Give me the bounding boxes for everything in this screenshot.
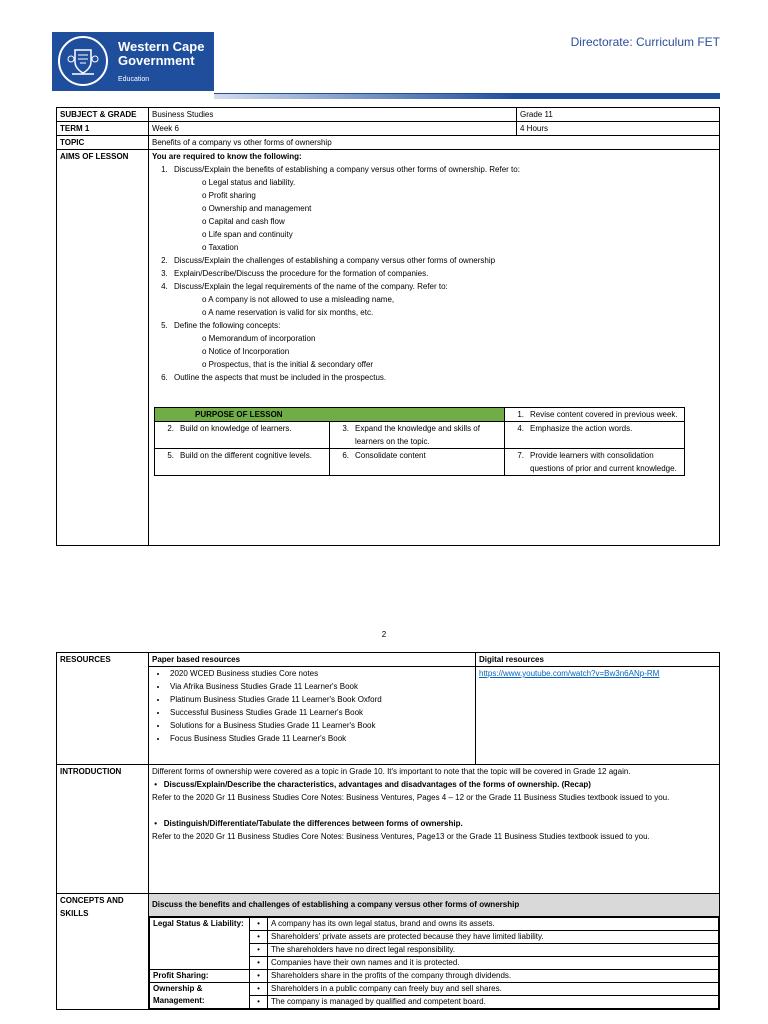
grade-value: Grade 11 [517, 108, 720, 122]
purpose-item [330, 422, 505, 449]
topic-label: TOPIC [57, 136, 149, 150]
purpose-num: 2. [167, 424, 174, 433]
digital-resources-heading: Digital resources [476, 653, 720, 667]
purpose-num: 5. [167, 451, 174, 460]
purpose-item [155, 449, 330, 476]
list-item: • Solutions for a Business Studies Grade 11 Learner's Book [168, 719, 472, 732]
purpose-text: Revise content covered in previous week. [530, 410, 678, 419]
digital-resources-cell [476, 667, 720, 765]
crest-icon [58, 36, 108, 86]
aims-subitem: o Capital and cash flow [198, 215, 716, 228]
intro-paragraph: Different forms of ownership were covered as a topic in Grade 10. It's important to note that the topic will be covered in Grade 12 again. [152, 767, 631, 776]
aims-subitem: o Notice of Incorporation [198, 345, 716, 358]
ownership-item: The company is managed by qualified and competent board. [268, 996, 719, 1009]
header-bar [214, 94, 720, 99]
logo-title-line1: Western Cape [118, 39, 205, 54]
aims-item [170, 280, 716, 319]
concepts-cell [149, 917, 720, 1010]
aims-subitem: o Ownership and management [198, 202, 716, 215]
youtube-link[interactable]: https://www.youtube.com/watch?v=Bw3n6ANp-RM [479, 669, 660, 678]
purpose-text: Provide learners with consolidation questions of prior and current knowledge. [530, 451, 677, 473]
aims-sublist [174, 332, 716, 371]
logo-subtitle: Education [118, 76, 150, 83]
purpose-text: Build on knowledge of learners. [180, 424, 292, 433]
legal-item: Companies have their own names and it is protected. [268, 957, 719, 970]
logo-title-line2: Government [118, 53, 195, 68]
aims-item [170, 319, 716, 371]
aims-subitem: o Life span and continuity [198, 228, 716, 241]
purpose-text: Build on the different cognitive levels. [180, 451, 312, 460]
bullet: • [250, 944, 268, 957]
aims-list [152, 163, 716, 384]
aims-subitem: o A name reservation is valid for six months, etc. [198, 306, 716, 319]
purpose-text: Consolidate content [355, 451, 426, 460]
aims-heading: You are required to know the following: [152, 152, 302, 161]
intro-bullet: • Distinguish/Differentiate/Tabulate the differences between forms of ownership. [152, 819, 463, 828]
bullet: • [250, 957, 268, 970]
legal-label: Legal Status & Liability: [150, 918, 250, 970]
purpose-text: Expand the knowledge and skills of learners on the topic. [355, 424, 480, 446]
aims-item: 3. Explain/Describe/Discuss the procedure for the formation of companies. [170, 267, 716, 280]
bullet: • [250, 931, 268, 944]
aims-item [170, 163, 716, 254]
paper-resources-cell [149, 667, 476, 765]
aims-item-text: Discuss/Explain the benefits of establishing a company versus other forms of ownership. Refer to: [174, 165, 520, 174]
introduction-cell [149, 765, 720, 894]
legal-item: A company has its own legal status, brand and owns its assets. [268, 918, 719, 931]
introduction-label: INTRODUCTION [57, 765, 149, 894]
bullet: • [250, 970, 268, 983]
aims-subitem: o Profit sharing [198, 189, 716, 202]
intro-paragraph: Refer to the 2020 Gr 11 Business Studies Core Notes: Business Ventures, Page13 or the Grade 11 Business Studies textbook issued to you. [152, 832, 650, 841]
lesson-content-table [56, 652, 720, 1010]
aims-item-text: Discuss/Explain the legal requirements of the name of the company. Refer to: [174, 282, 448, 291]
lesson-info-table [56, 107, 720, 546]
ownership-label: Ownership & Management: [150, 983, 250, 1009]
purpose-item [505, 449, 685, 476]
paper-resources-list [152, 667, 472, 745]
purpose-text: Emphasize the action words. [530, 424, 633, 433]
bullet: • [250, 996, 268, 1009]
list-item: • Platinum Business Studies Grade 11 Learner's Book Oxford [168, 693, 472, 706]
concepts-table [149, 917, 719, 1009]
directorate-label: Directorate: Curriculum FET [570, 35, 720, 49]
aims-sublist [174, 293, 716, 319]
purpose-num: 6. [342, 451, 349, 460]
subject-value: Business Studies [149, 108, 517, 122]
legal-item: Shareholders' private assets are protected because they have limited liability. [268, 931, 719, 944]
aims-item: 2. Discuss/Explain the challenges of establishing a company versus other forms of ownership [170, 254, 716, 267]
purpose-num: 1. [517, 410, 525, 419]
intro-bullet-text: Distinguish/Differentiate/Tabulate the differences between forms of ownership. [163, 819, 463, 828]
purpose-table [154, 407, 685, 476]
purpose-num: 4. [517, 424, 525, 433]
purpose-num: 3. [342, 424, 349, 433]
list-item: • Successful Business Studies Grade 11 Learner's Book [168, 706, 472, 719]
legal-item: The shareholders have no direct legal responsibility. [268, 944, 719, 957]
page-header [0, 0, 768, 104]
aims-subitem: o A company is not allowed to use a misleading name, [198, 293, 716, 306]
aims-item: 6. Outline the aspects that must be included in the prospectus. [170, 371, 716, 384]
hours-value: 4 Hours [517, 122, 720, 136]
purpose-num: 7. [517, 451, 525, 460]
aims-sublist [174, 176, 716, 254]
spacer [152, 804, 716, 817]
resources-label: RESOURCES [57, 653, 149, 765]
wcg-logo [52, 32, 214, 91]
purpose-item [330, 449, 505, 476]
topic-value: Benefits of a company vs other forms of ownership [149, 136, 720, 150]
concepts-heading: Discuss the benefits and challenges of establishing a company versus other forms of ownership [149, 894, 720, 917]
profit-label: Profit Sharing: [150, 970, 250, 983]
bullet: • [250, 918, 268, 931]
aims-subitem: o Legal status and liability. [198, 176, 716, 189]
page-number: 2 [381, 630, 387, 639]
purpose-item [505, 422, 685, 449]
ownership-item: Shareholders in a public company can freely buy and sell shares. [268, 983, 719, 996]
aims-item-text: Define the following concepts: [174, 321, 281, 330]
list-item: • 2020 WCED Business studies Core notes [168, 667, 472, 680]
aims-subitem: o Prospectus, that is the initial & secondary offer [198, 358, 716, 371]
purpose-item [505, 408, 685, 422]
list-item: • Via Afrika Business Studies Grade 11 Learner's Book [168, 680, 472, 693]
purpose-heading: PURPOSE OF LESSON [155, 408, 505, 422]
list-item: • Focus Business Studies Grade 11 Learner's Book [168, 732, 472, 745]
bullet: • [250, 983, 268, 996]
term-label: TERM 1 [57, 122, 149, 136]
purpose-item [155, 422, 330, 449]
profit-item: Shareholders share in the profits of the company through dividends. [268, 970, 719, 983]
aims-subitem: o Taxation [198, 241, 716, 254]
intro-paragraph: Refer to the 2020 Gr 11 Business Studies Core Notes: Business Ventures, Pages 4 – 12 or the Grade 11 Business Studies textbook issued to you. [152, 793, 670, 802]
intro-bullet-text: Discuss/Explain/Describe the characteristics, advantages and disadvantages of the forms of ownership. (Recap) [163, 780, 591, 789]
aims-content [149, 150, 720, 546]
aims-label: AIMS OF LESSON [57, 150, 149, 546]
aims-subitem: o Memorandum of incorporation [198, 332, 716, 345]
intro-bullet: • Discuss/Explain/Describe the characteristics, advantages and disadvantages of the forms of ownership. (Recap) [152, 780, 591, 789]
week-value: Week 6 [149, 122, 517, 136]
subject-label: SUBJECT & GRADE [57, 108, 149, 122]
concepts-label: CONCEPTS AND SKILLS [57, 894, 149, 1010]
paper-resources-heading: Paper based resources [149, 653, 476, 667]
